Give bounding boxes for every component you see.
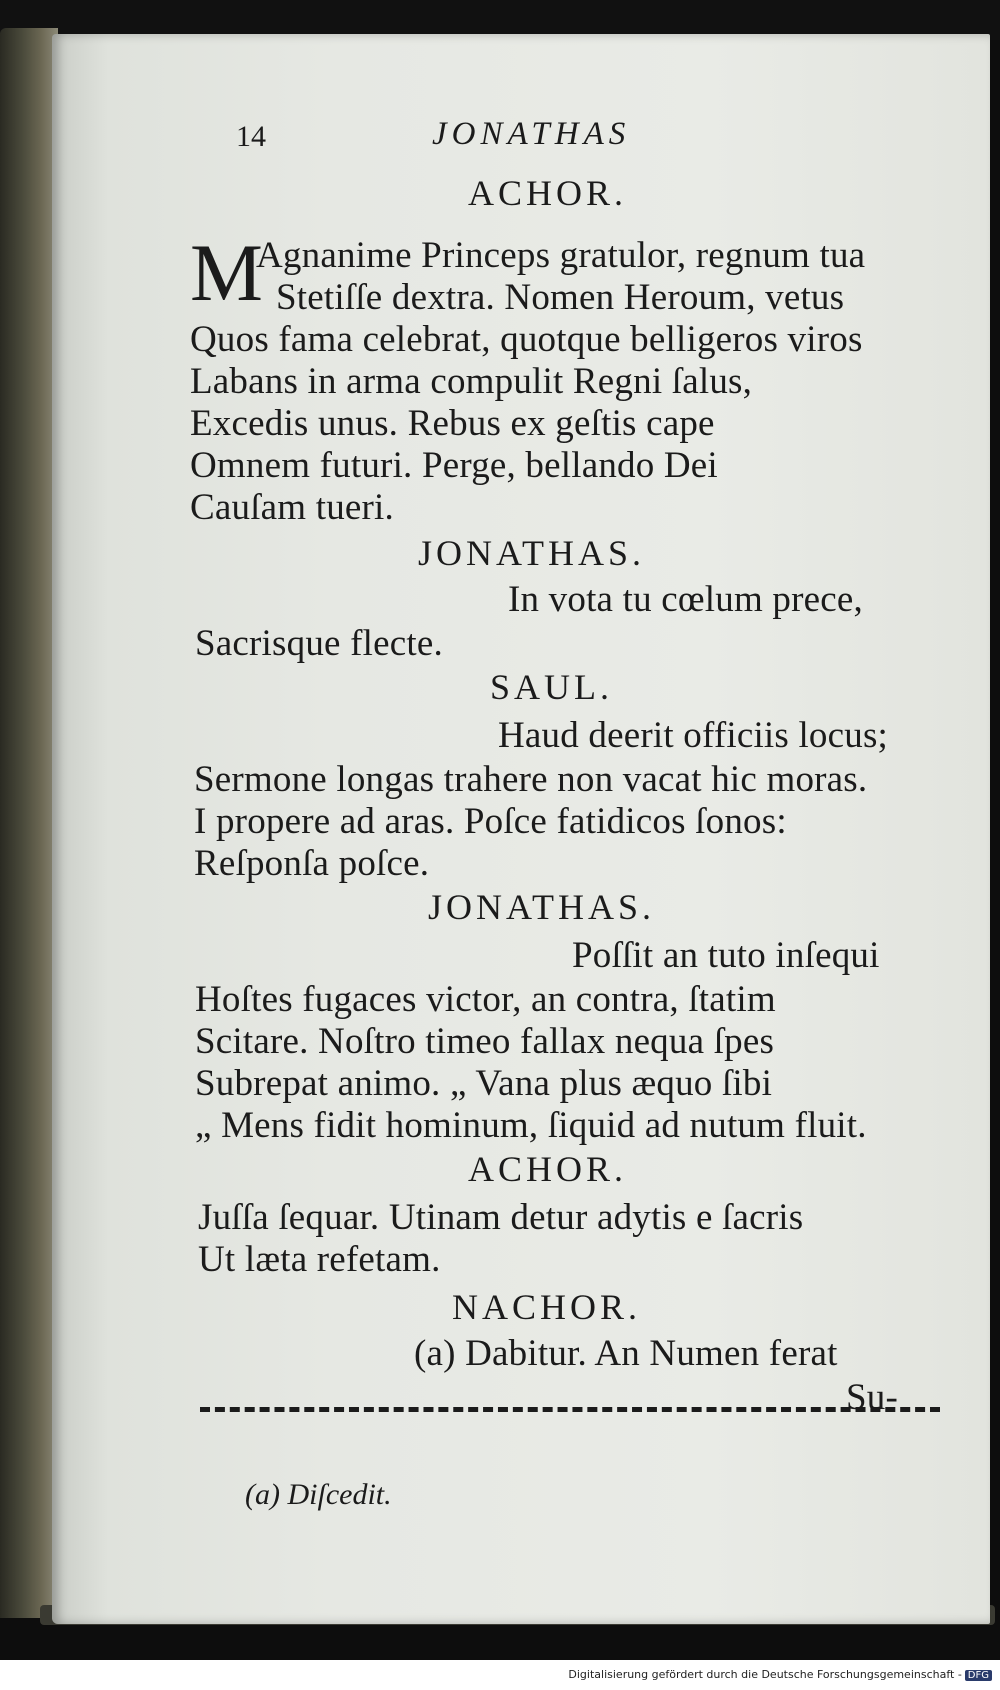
verse-line: Hoſtes fugaces victor, an contra, ſtatim	[195, 979, 776, 1020]
drop-cap: M	[190, 227, 263, 318]
verse-line: In vota tu cœlum prece,	[508, 579, 863, 620]
verse-line: Omnem futuri. Perge, bellando Dei	[190, 445, 718, 486]
speaker-saul: SAUL.	[490, 667, 614, 707]
verse-line: Juſſa ſequar. Utinam detur adytis e ſacris	[198, 1197, 804, 1238]
verse-line: Haud deerit officiis locus;	[498, 715, 889, 756]
catchword: Su-	[846, 1377, 898, 1418]
verse-line: Quos fama celebrat, quotque belligeros viros	[190, 319, 863, 360]
digitization-credit	[568, 1668, 992, 1681]
verse-line: Agnanime Princeps gratulor, regnum tua	[256, 235, 866, 276]
verse-line: Sacrisque flecte.	[195, 623, 443, 664]
page-number: 14	[236, 120, 266, 153]
speaker-nachor: NACHOR.	[452, 1287, 642, 1327]
verse-line: Stetiſſe dextra. Nomen Heroum, vetus	[276, 277, 845, 318]
verse-line: „ Mens fidit hominum, ſiquid ad nutum fluit.	[195, 1105, 867, 1146]
verse-line: I propere ad aras. Poſce fatidicos ſonos:	[194, 801, 787, 842]
verse-line: Scitare. Noſtro timeo fallax nequa ſpes	[195, 1021, 775, 1062]
verse-line: Ut læta refetam.	[198, 1239, 441, 1280]
book-spine	[0, 28, 58, 1618]
speaker-achor: ACHOR.	[468, 1149, 628, 1189]
verse-line: Labans in arma compulit Regni ſalus,	[190, 361, 753, 402]
dfg-logo: DFG	[965, 1670, 992, 1681]
verse-line: Excedis unus. Rebus ex geſtis cape	[190, 403, 715, 444]
credit-text: Digitalisierung gefördert durch die Deutsche Forschungsgemeinschaft -	[568, 1668, 962, 1681]
speaker-achor: ACHOR.	[468, 173, 628, 213]
verse-line: (a) Dabitur. An Numen ferat	[414, 1333, 838, 1374]
speaker-jonathas: JONATHAS.	[418, 533, 646, 573]
verse-line: Reſponſa poſce.	[194, 843, 430, 884]
footnote-rule	[200, 1407, 940, 1412]
footnote: (a) Diſcedit.	[245, 1478, 392, 1511]
verse-line: Sermone longas trahere non vacat hic moras.	[194, 759, 868, 800]
speaker-jonathas: JONATHAS.	[428, 887, 656, 927]
running-head: JONATHAS	[432, 116, 631, 152]
verse-line: Subrepat animo. „ Vana plus æquo ſibi	[195, 1063, 773, 1104]
verse-line: Cauſam tueri.	[190, 487, 394, 528]
verse-line: Poſſit an tuto inſequi	[572, 935, 880, 976]
